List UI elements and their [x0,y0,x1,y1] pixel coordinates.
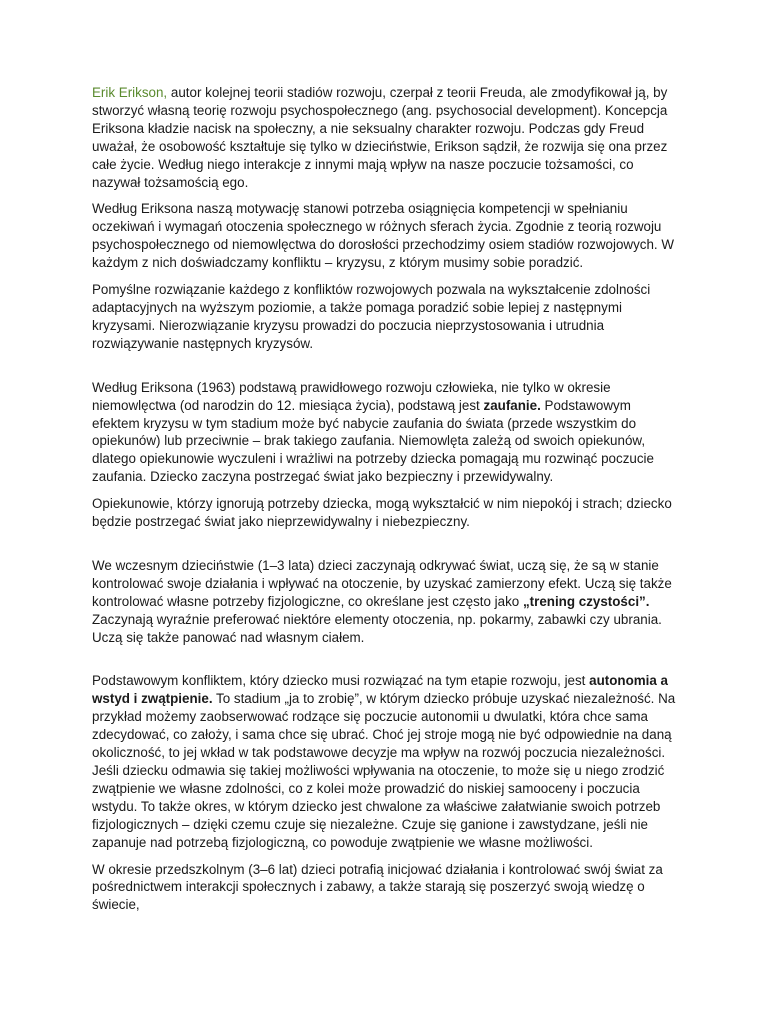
paragraph-intro [92,84,682,191]
paragraph-trust [92,379,682,486]
document-page [92,84,682,923]
bold-trust: zaufanie. [483,397,541,413]
paragraph-early-text-b: Zaczynają wyraźnie preferować niektóre elementy otoczenia, np. pokarmy, zabawki czy ubrania. Uczą się także panować nad własnym ciałem. [92,611,662,645]
paragraph-trust-text-a: Według Eriksona (1963) podstawą prawidłowego rozwoju człowieka, nie tylko w okresie niemowlęctwa (od narodzin do 12. miesiąca życia), podstawą jest [92,379,611,413]
bold-toilet-training: „trening czystości”. [522,593,650,609]
paragraph-autonomy-text-b: To stadium „ja to zrobię”, w którym dziecko próbuje uzyskać niezależność. Na przykład możemy zaobserwować rodzące się poczucie autonomii u dwulatki, która chce sama zdecydować, co założy, i sama chce się ubrać. Choć jej stroje mogą nie być odpowiednie na daną okoliczność, to jej wkład w tak podstawowe decyzje ma wpływ na rozwój poczucia niezależności. Jeśli dziecku odmawia się takiej możliwości wpływania na otoczenie, to może się u niego zrodzić zwątpienie we własne zdolności, co z kolei może prowadzić do niskiej samooceny i poczucia wstydu. To także okres, w którym dziecko jest chwalone za właściwe załatwianie swoich potrzeb fizjologicznych – dzięki czemu czuje się niezależne. Czuje się ganione i zawstydzane, jeśli nie zapanuje nad potrzebą fizjologiczną, co powoduje zwątpienie we własne możliwości. [92,691,676,850]
paragraph-early-childhood [92,557,682,647]
paragraph-intro-text: autor kolejnej teorii stadiów rozwoju, czerpał z teorii Freuda, ale zmodyfikował ją, by stworzyć własną teorię rozwoju psychospołecznego (ang. psychosocial development). Koncepcja Eriksona kładzie nacisk na społeczny, a nie seksualny charakter rozwoju. Podczas gdy Freud uważał, że osobowość kształtuje się tylko w dzieciństwie, Erikson sądził, że rozwija się ona przez całe życie. Według niego interakcje z innymi mają wpływ na nasze poczucie tożsamości, co nazywał tożsamością ego. [92,85,668,190]
bold-autonomy: autonomia a wstyd i zwątpienie. [92,673,668,707]
paragraph-autonomy [92,672,682,851]
paragraph-motivation: Według Eriksona naszą motywację stanowi potrzeba osiągnięcia kompetencji w spełnianiu oczekiwań i wymagań otoczenia społecznego w różnych sferach życia. Zgodnie z teorią rozwoju psychospołecznego od niemowlęctwa do dorosłości przechodzimy osiem stadiów rozwojowych. W każdym z nich doświadczamy konfliktu – kryzysu, z którym musimy sobie poradzić. [92,201,675,271]
author-name: Erik Erikson, [92,85,168,100]
paragraph-preschool: W okresie przedszkolnym (3–6 lat) dzieci potrafią inicjować działania i kontrolować swój świat za pośrednictwem interakcji społecznych i zabawy, a także starają się poszerzyć swoją wiedzę o świecie, [92,861,663,913]
paragraph-trust-text-b: Podstawowym efektem kryzysu w tym stadium może być nabycie zaufania do świata (przede wszystkim do opiekunów) lub przeciwnie – brak takiego zaufania. Niemowlęta zależą od swoich opiekunów, dlatego opiekunowie wyczuleni i wrażliwi na potrzeby dziecka pomagają mu rozwinąć poczucie zaufania. Dziecko zaczyna postrzegać świat jako bezpieczny i przewidywalny. [92,397,654,485]
paragraph-resolution: Pomyślne rozwiązanie każdego z konfliktów rozwojowych pozwala na wykształcenie zdolności adaptacyjnych na wyższym poziomie, a także pomaga poradzić sobie lepiej z następnymi kryzysami. Nierozwiązanie kryzysu prowadzi do poczucia nieprzystosowania i utrudnia rozwiązywanie następnych kryzysów. [92,282,651,351]
paragraph-caregivers: Opiekunowie, którzy ignorują potrzeby dziecka, mogą wykształcić w nim niepokój i strach; dziecko będzie postrzegać świat jako nieprzewidywalny i niebezpieczny. [92,496,672,530]
paragraph-early-text-a: We wczesnym dzieciństwie (1–3 lata) dzieci zaczynają odkrywać świat, uczą się, że są w stanie kontrolować swoje działania i wpływać na otoczenie, by uzyskać zamierzony efekt. Uczą się także kontrolować własne potrzeby fizjologiczne, co określane jest często jako [92,557,672,609]
paragraph-autonomy-text-a: Podstawowym konfliktem, który dziecko musi rozwiązać na tym etapie rozwoju, jest [92,673,590,689]
